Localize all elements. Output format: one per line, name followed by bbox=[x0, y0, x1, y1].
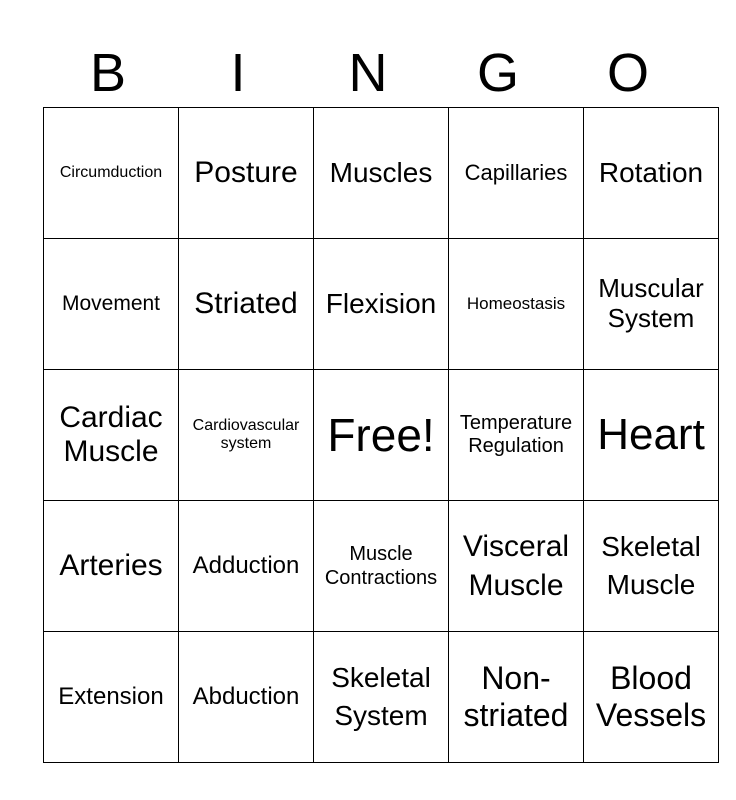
bingo-cell: Striated bbox=[179, 239, 314, 370]
bingo-cell: Cardiac Muscle bbox=[44, 370, 179, 501]
board-row-2 bbox=[44, 239, 719, 370]
bingo-cell: Skeletal Muscle bbox=[584, 501, 719, 632]
bingo-cell: Homeostasis bbox=[449, 239, 584, 370]
bingo-cell: Abduction bbox=[179, 632, 314, 763]
bingo-cell: Arteries bbox=[44, 501, 179, 632]
header-letter-b: B bbox=[89, 43, 127, 103]
header-letter-o: O bbox=[606, 43, 649, 103]
bingo-board bbox=[43, 107, 719, 763]
bingo-cell: Blood Vessels bbox=[584, 632, 719, 763]
bingo-cell: Non-striated bbox=[449, 632, 584, 763]
bingo-cell: Flexision bbox=[314, 239, 449, 370]
bingo-cell: Muscles bbox=[314, 108, 449, 239]
bingo-cell: Rotation bbox=[584, 108, 719, 239]
board-row-1 bbox=[44, 108, 719, 239]
bingo-cell: Movement bbox=[44, 239, 179, 370]
bingo-cell: Temperature Regulation bbox=[449, 370, 584, 501]
header-letter-n: N bbox=[348, 43, 388, 103]
board-row-3 bbox=[44, 370, 719, 501]
bingo-cell: Circumduction bbox=[44, 108, 179, 239]
bingo-cell: Extension bbox=[44, 632, 179, 763]
bingo-cell: Muscle Contractions bbox=[314, 501, 449, 632]
bingo-cell: Heart bbox=[584, 370, 719, 501]
header-letter-g: G bbox=[476, 43, 519, 103]
bingo-cell: Cardiovascular system bbox=[179, 370, 314, 501]
board-row-5 bbox=[44, 632, 719, 763]
bingo-cell: Muscular System bbox=[584, 239, 719, 370]
free-space-cell: Free! bbox=[314, 370, 449, 501]
bingo-cell: Skeletal System bbox=[314, 632, 449, 763]
bingo-cell: Capillaries bbox=[449, 108, 584, 239]
bingo-header bbox=[43, 40, 693, 106]
bingo-cell: Adduction bbox=[179, 501, 314, 632]
bingo-cell: Posture bbox=[179, 108, 314, 239]
header-letter-i: I bbox=[230, 43, 246, 103]
board-row-4 bbox=[44, 501, 719, 632]
bingo-cell: Visceral Muscle bbox=[449, 501, 584, 632]
